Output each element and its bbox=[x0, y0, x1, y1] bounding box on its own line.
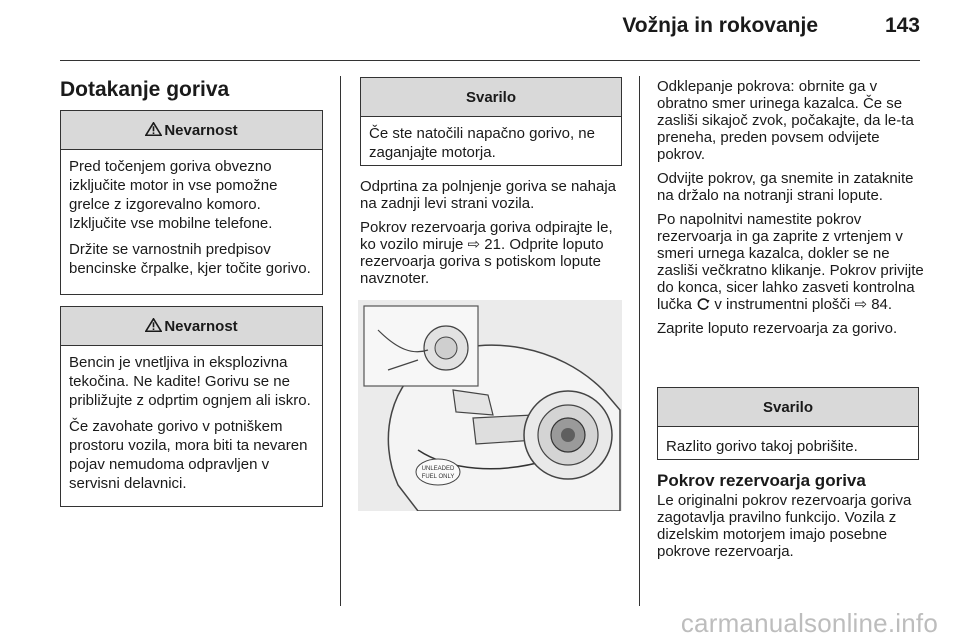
cap-label-line2: FUEL ONLY bbox=[421, 474, 455, 480]
warning-triangle-icon bbox=[145, 122, 162, 136]
danger-box-body bbox=[61, 150, 322, 284]
caution-box bbox=[657, 387, 919, 460]
page-header-title: Vožnja in rokovanje bbox=[622, 14, 818, 37]
danger-box-heading bbox=[61, 111, 322, 150]
paragraph-text: v instrumentni plošči bbox=[714, 296, 851, 313]
paragraph-text: . Odprite loputo rezervoarja goriva s potiskom lopute navznoter. bbox=[360, 236, 604, 287]
page-ref-arrow-icon: ⇨ bbox=[467, 236, 481, 253]
column-divider bbox=[340, 76, 341, 606]
fuel-filler-illustration bbox=[358, 300, 622, 511]
caution-text: Razlito gorivo takoj pobrišite. bbox=[666, 438, 858, 455]
page-ref-arrow-icon: ⇨ bbox=[854, 296, 868, 313]
danger-box-heading bbox=[61, 307, 322, 346]
column3-text bbox=[657, 78, 925, 344]
paragraph bbox=[360, 219, 625, 287]
watermark: carmanualsonline.info bbox=[680, 608, 938, 638]
danger-box bbox=[60, 306, 323, 507]
caution-text: Če ste natočili napačno gorivo, ne zaganjajte motorja. bbox=[369, 125, 595, 161]
caution-box bbox=[360, 77, 622, 166]
page-ref[interactable]: 84 bbox=[871, 296, 888, 313]
paragraph bbox=[657, 211, 925, 313]
caution-box-body bbox=[361, 117, 621, 168]
fuel-filler-figure bbox=[358, 300, 622, 511]
danger-paragraph: Če zavohate gorivo v potniškem prostoru vozila, mora biti ta nevaren pojav nemudoma odpravljen v servisni delavnici. bbox=[69, 418, 308, 492]
danger-heading-label: Nevarnost bbox=[164, 318, 238, 335]
column-divider bbox=[639, 76, 640, 606]
paragraph: Zaprite loputo rezervoarja za gorivo. bbox=[657, 320, 898, 337]
section-title: Dotakanje goriva bbox=[60, 78, 230, 101]
danger-paragraph: Bencin je vnetljiva in eksplozivna tekočina. Ne kadite! Gorivu se ne približujte z odprtim ognjem ali iskro. bbox=[69, 354, 311, 409]
paragraph: Odvijte pokrov, ga snemite in zataknite na držalo na notranji strani lopute. bbox=[657, 170, 914, 204]
paragraph-text: Po napolnitvi namestite pokrov rezervoarja in ga zaprite z vrtenjem v smeri urnega kazalca, dokler se ne zasliši večkratno klikanje. Pokrov privijte do konca, sicer lahko zasveti kontrolna lučka bbox=[657, 211, 924, 313]
danger-box-body bbox=[61, 346, 322, 499]
paragraph: Le originalni pokrov rezervoarja goriva zagotavlja pravilno funkcijo. Vozila z dizelskim motorjem imajo posebne pokrove rezervoarja. bbox=[657, 492, 912, 560]
header-rule bbox=[60, 60, 920, 61]
paragraph-text: . bbox=[887, 296, 893, 313]
caution-box-body bbox=[658, 427, 918, 462]
danger-heading-label: Nevarnost bbox=[164, 122, 238, 139]
danger-box bbox=[60, 110, 323, 295]
paragraph: Odklepanje pokrova: obrnite ga v obratno smer urinega kazalca. Če se zasliši sikajoč zvok, počakajte, da le-ta preneha, preden povsem odvijete pokrov. bbox=[657, 78, 914, 163]
danger-paragraph: Pred točenjem goriva obvezno izključite motor in vse pomožne grelce z izgorevalno komoro. Izključite vse mobilne telefone. bbox=[69, 158, 278, 232]
caution-box-heading: Svarilo bbox=[658, 388, 918, 427]
page-ref[interactable]: 21 bbox=[484, 236, 501, 253]
subsection-text bbox=[657, 492, 925, 567]
page-number: 143 bbox=[884, 14, 920, 37]
paragraph: Odprtina za polnjenje goriva se nahaja na zadnji levi strani vozila. bbox=[360, 178, 617, 212]
cap-label-line1: UNLEADED bbox=[421, 466, 455, 472]
column2-text bbox=[360, 178, 625, 294]
warning-triangle-icon bbox=[145, 318, 162, 332]
danger-paragraph: Držite se varnostnih predpisov bencinske črpalke, kjer točite gorivo. bbox=[69, 241, 311, 277]
paragraph-text: Pokrov rezervoarja goriva odpirajte le, ko vozilo miruje bbox=[360, 219, 613, 253]
caution-box-heading: Svarilo bbox=[361, 78, 621, 117]
warning-lamp-icon bbox=[696, 297, 710, 311]
subsection-title: Pokrov rezervoarja goriva bbox=[657, 471, 866, 490]
